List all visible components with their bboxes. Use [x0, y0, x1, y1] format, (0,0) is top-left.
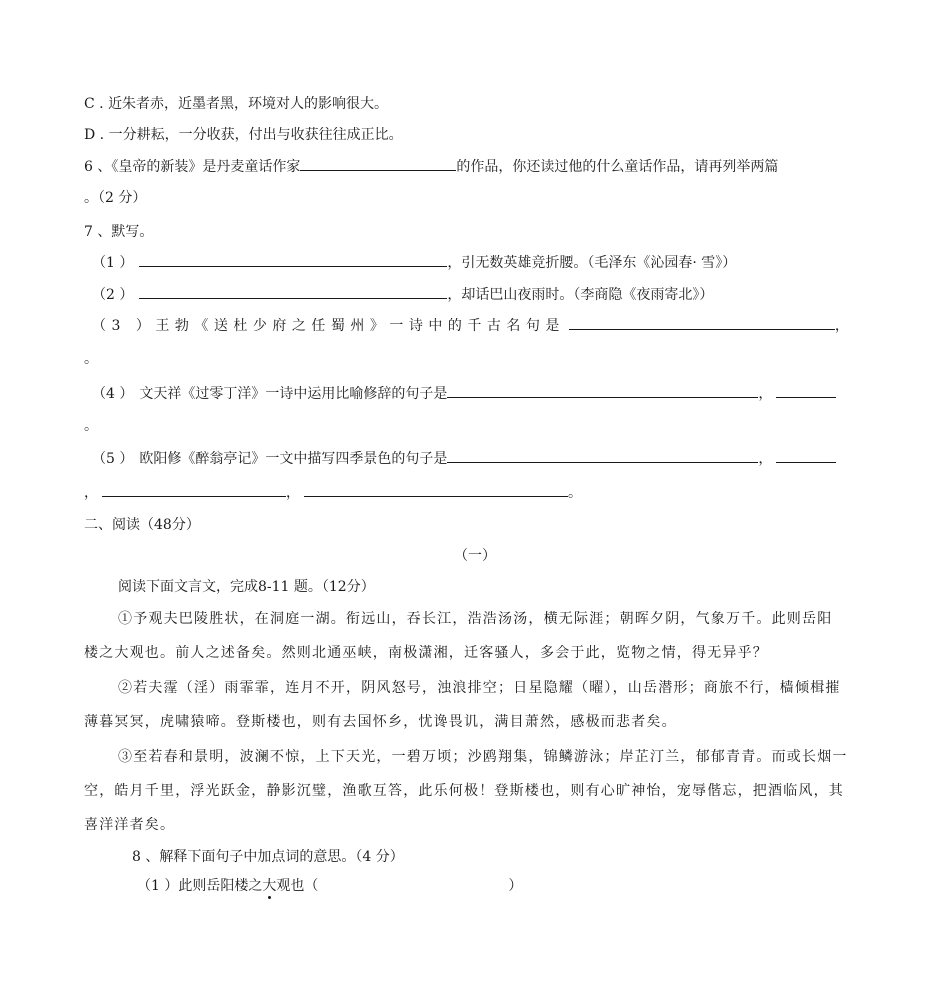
q7-item-3-before: 王勃《送杜少府之任蜀州》一诗中的千古名句是: [155, 318, 565, 334]
passage-paragraph-2-line-1: ②若夫霪（淫）雨霏霏，连月不开，阴风怒号，浊浪排空；日星隐耀（曜），山岳潜形；商旅不行，樯倾楫摧: [118, 680, 841, 696]
q7-item-2-blank[interactable]: [139, 284, 447, 299]
section-2-title: 二、阅读（48分）: [84, 517, 200, 533]
q7-item-1-after: ，引无数英雄竞折腰。（毛泽东《沁园春· 雪》）: [447, 255, 737, 271]
q7-item-1-num: （1 ）: [92, 255, 134, 271]
q7-item-2-after: ，却话巴山夜雨时。（李商隐《夜雨寄北》）: [447, 287, 714, 303]
q7-item-1: [92, 252, 736, 272]
passage-paragraph-3-line-2: 空，皓月千里，浮光跃金，静影沉璧，渔歌互答，此乐何极！登斯楼也，则有心旷神怡，宠辱偕忘，把酒临风，其: [84, 783, 844, 799]
passage-paragraph-2-line-2: 薄暮冥冥，虎啸猿啼。登斯楼也，则有去国怀乡，忧谗畏讥，满目萧然，感极而悲者矣。: [84, 714, 677, 730]
q7-item-5-after: ，: [758, 451, 773, 467]
q7-item-5-continuation: [84, 482, 582, 502]
q5-option-d: D . 一分耕耘，一分收获，付出与收获往往成正比。: [84, 127, 403, 143]
q7-item-5-cont-b: ，: [286, 485, 300, 501]
passage-paragraph-1-line-1: ①予观夫巴陵胜状，在洞庭一湖。衔远山，吞长江，浩浩汤汤，横无际涯；朝晖夕阴，气象万千。此则岳阳: [118, 611, 833, 627]
q7-item-2-num: （2 ）: [92, 287, 134, 303]
passage-paragraph-3-line-3: 喜洋洋者矣。: [84, 817, 176, 833]
q6-text-before: 6 、《皇帝的新装》是丹麦童话作家: [84, 159, 301, 175]
q8-item-1-num: （1 ）: [137, 878, 179, 894]
q7-item-3: [92, 315, 849, 335]
q8-item-1: [137, 875, 522, 895]
q8-item-1-text-post: 观也（: [276, 878, 319, 894]
q7-item-4-after: ，: [758, 386, 773, 402]
q7-item-5-before: 欧阳修《醉翁亭记》一文中描写四季景色的句子是: [139, 451, 448, 467]
q7-item-4-num: （4 ）: [92, 386, 134, 402]
q7-item-5-cont-c: 。: [568, 485, 582, 501]
q7-item-5-cont-a: ，: [84, 485, 98, 501]
q7-item-5: [92, 448, 836, 468]
q7-item-5-blank-3[interactable]: [102, 482, 286, 497]
q7-item-3-num: （3 ）: [92, 318, 156, 334]
q7-item-4-blank-1[interactable]: [447, 383, 758, 398]
q7-item-5-num: （5 ）: [92, 451, 134, 467]
q7-item-3-blank[interactable]: [569, 315, 835, 330]
q8-item-1-close: ）: [508, 878, 523, 894]
q7-item-2: [92, 284, 713, 304]
q6-text-after: 的作品，你还读过他的什么童话作品，请再列举两篇: [456, 159, 779, 175]
q7-item-3-continuation: 。: [84, 351, 98, 367]
q7-item-4-blank-2[interactable]: [776, 383, 836, 398]
q7-item-4-continuation: 。: [84, 418, 98, 434]
q6-line: [84, 156, 778, 176]
q6-continuation: 。（2 分）: [84, 190, 147, 206]
q5-option-c: C . 近朱者赤，近墨者黑，环境对人的影响很大。: [84, 96, 389, 112]
q8-item-1-text-pre: 此则岳阳楼之: [178, 878, 263, 894]
q7-title: 7 、默写。: [84, 224, 154, 240]
q8-title: 8 、解释下面句子中加点词的意思。（4 分）: [132, 849, 404, 865]
reading-part-1-heading: （一）: [454, 548, 496, 564]
passage-paragraph-3-line-1: ③至若春和景明，波澜不惊，上下天光，一碧万顷；沙鸥翔集，锦鳞游泳；岸芷汀兰，郁郁青青。而或长烟一: [118, 749, 848, 765]
q7-item-1-blank[interactable]: [139, 252, 447, 267]
reading-instruction: 阅读下面文言文，完成8-11 题。（12分）: [118, 579, 375, 595]
q8-item-1-dotted-word: 大: [262, 878, 277, 894]
q7-item-4-before: 文天祥《过零丁洋》一诗中运用比喻修辞的句子是: [139, 386, 448, 402]
q7-item-3-after: ，: [834, 318, 849, 334]
q7-item-5-blank-1[interactable]: [447, 448, 758, 463]
q7-item-5-blank-2[interactable]: [776, 448, 836, 463]
q7-item-4: [92, 383, 836, 403]
q6-blank[interactable]: [300, 156, 456, 171]
q7-item-5-blank-4[interactable]: [304, 482, 568, 497]
passage-paragraph-1-line-2: 楼之大观也。前人之述备矣。然则北通巫峡，南极潇湘，迁客骚人，多会于此，览物之情，得无异乎？: [84, 645, 768, 661]
